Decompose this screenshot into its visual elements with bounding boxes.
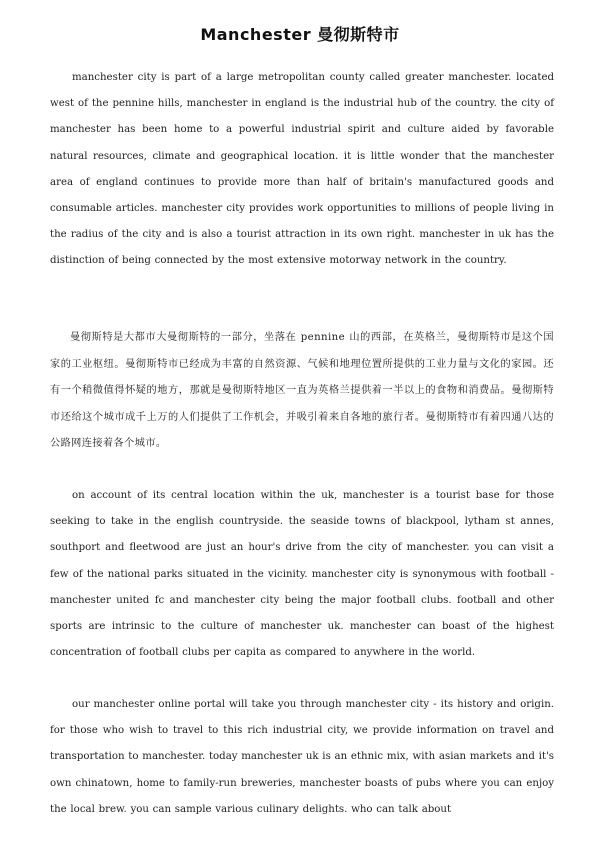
paragraph-online-portal: our manchester online portal will take you through manchester city - its history and origin. for those who wish to travel to this rich industrial city, we provide information on travel and transportation to manchester. today manchester uk is an ethnic mix, with asian markets and it's own chinatown, home to family-run breweries, manchester boasts of pubs where you can enjoy the local brew. you can sample various culinary delights. who can talk about (50, 699, 554, 815)
page-title: Manchester 曼彻斯特市 (200, 25, 400, 44)
paragraph-intro-english: manchester city is part of a large metropolitan county called greater manchester. located west of the pennine hills, manchester in england is the industrial hub of the country. the city of manchester has been home to a powerful industrial spirit and culture aided by favorable natural resources, climate and geographical location. it is little wonder that the manchester area of england continues to provide more than half of britain's manufactured goods and consumable articles. manchester city provides work opportunities to millions of people living in the radius of the city and is also a tourist attraction in its own right. manchester in uk has the distinction of being connected by the most extensive motorway network in the country. (50, 72, 554, 267)
paragraph-intro-chinese: 曼彻斯特是大都市大曼彻斯特的一部分，坐落在 pennine 山的西部，在英格兰，曼彻斯特市是这个国家的工业枢纽。曼彻斯特市已经成为丰富的自然资源、气候和地理位置所提供的工业力量与文化的家园。还有一个稍微值得怀疑的地方，那就是曼彻斯特地区一直为英格兰提供着一半以上的食物和消费品。曼彻斯特市还给这个城市成千上万的人们提供了工作机会，并吸引着来自各地的旅行者。曼彻斯特市有着四通八达的公路网连接着各个城市。 (50, 332, 554, 449)
paragraph-tourism-football: on account of its central location within the uk, manchester is a tourist base for those seeking to take in the english countryside. the seaside towns of blackpool, lytham st annes, southport and fleetwood are just an hour's drive from the city of manchester. you can visit a few of the national parks situated in the vicinity. manchester city is synonymous with football - manchester united fc and manchester city being the major football clubs. football and other sports are intrinsic to the culture of manchester uk. manchester can boast of the highest concentration of football clubs per capita as compared to anywhere in the world. (50, 490, 554, 659)
